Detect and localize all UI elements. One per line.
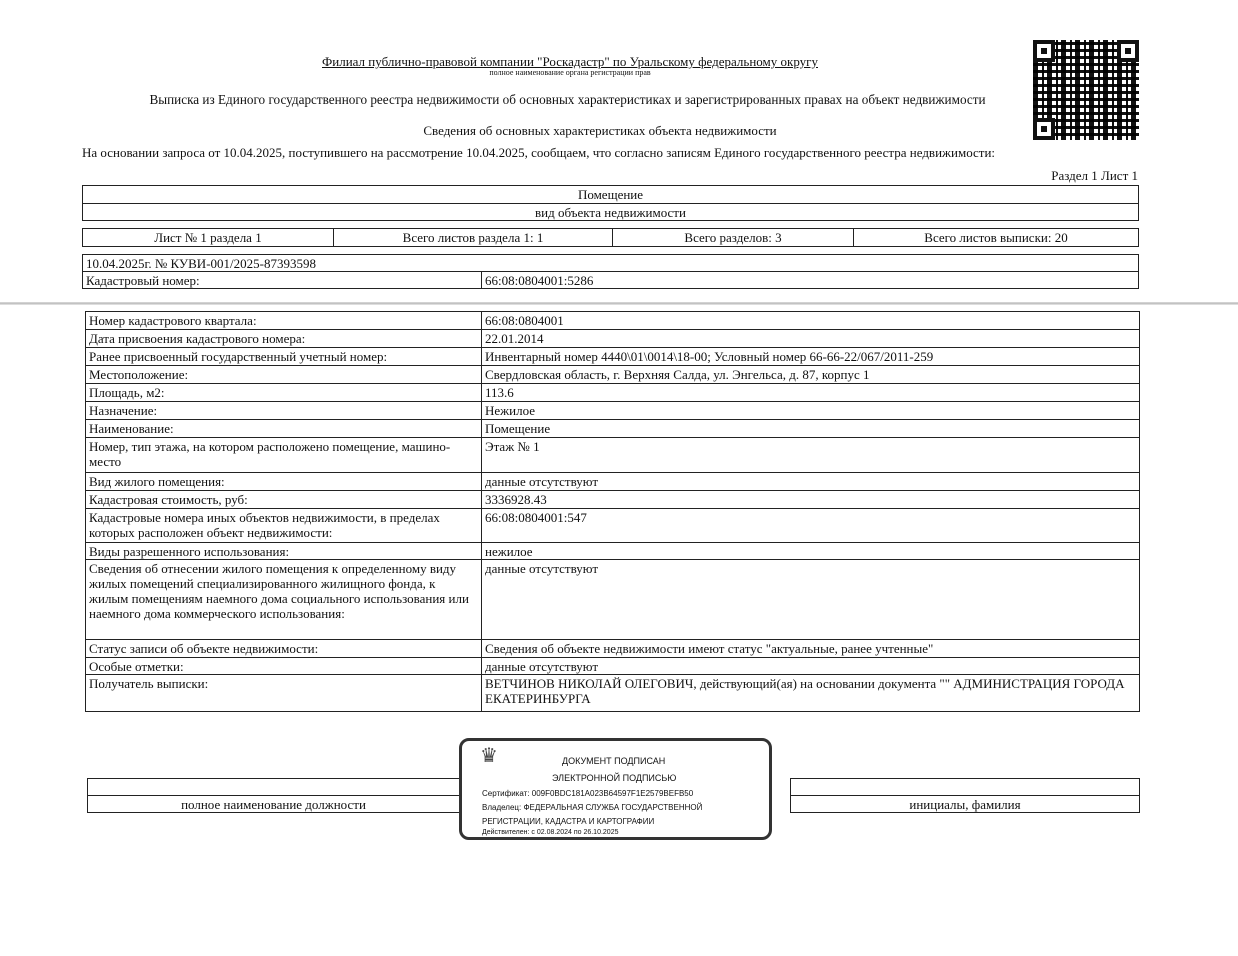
- name-caption: инициалы, фамилия: [790, 795, 1140, 813]
- row-label: Виды разрешенного использования:: [85, 542, 482, 560]
- row-label: Назначение:: [85, 401, 482, 420]
- doc-number: 10.04.2025г. № КУВИ-001/2025-87393598: [82, 254, 1139, 272]
- row-label: Особые отметки:: [85, 657, 482, 675]
- row-label: Кадастровые номера иных объектов недвижимости, в пределах которых расположен объект недвижимости:: [85, 508, 482, 543]
- stamp-owner: Владелец: ФЕДЕРАЛЬНАЯ СЛУЖБА ГОСУДАРСТВЕННОЙ: [482, 803, 703, 812]
- position-caption: полное наименование должности: [87, 795, 460, 813]
- row-value: Инвентарный номер 4440\01\0014\18-00; Условный номер 66-66-22/067/2011-259: [481, 347, 1140, 366]
- intro-text: На основании запроса от 10.04.2025, поступившего на рассмотрение 10.04.2025, сообщаем, что согласно записям Единого государственного реестра недвижимости:: [82, 145, 996, 160]
- row-value: данные отсутствуют: [481, 472, 1140, 491]
- sheet-info: Всего листов выписки: 20: [853, 228, 1139, 247]
- stamp-owner: РЕГИСТРАЦИИ, КАДАСТРА И КАРТОГРАФИИ: [482, 817, 655, 826]
- sheet-info: Всего разделов: 3: [612, 228, 854, 247]
- row-label: Номер кадастрового квартала:: [85, 311, 482, 330]
- coat-of-arms-icon: ♛: [480, 745, 498, 767]
- org-name: Филиал публично-правовой компании "Роскадастр" по Уральскому федеральному округу: [322, 54, 818, 69]
- row-label: Номер, тип этажа, на котором расположено помещение, машино-место: [85, 437, 482, 473]
- stamp-certificate: Сертификат: 009F0BDC181A023B64597F1E2579BEFB50: [482, 789, 694, 798]
- qr-code: [1033, 40, 1139, 140]
- row-value: Нежилое: [481, 401, 1140, 420]
- row-label: Сведения об отнесении жилого помещения к определенному виду жилых помещений специализированного жилищного фонда, к жилым помещениям наемного дома социального использования или наемного дома коммерческого использования:: [85, 559, 482, 640]
- electronic-signature-stamp: [459, 738, 772, 840]
- org-caption: полное наименование органа регистрации прав: [489, 68, 651, 77]
- cadastral-number: 66:08:0804001:5286: [481, 271, 1139, 289]
- stamp-line: ДОКУМЕНТ ПОДПИСАН: [562, 756, 666, 766]
- row-value: 66:08:0804001:547: [481, 508, 1140, 543]
- row-label: Получатель выписки:: [85, 674, 482, 712]
- object-type: Помещение: [82, 185, 1139, 204]
- row-label: Ранее присвоенный государственный учетный номер:: [85, 347, 482, 366]
- row-label: Местоположение:: [85, 365, 482, 384]
- row-value: 113.6: [481, 383, 1140, 402]
- section-sheet: Раздел 1 Лист 1: [1051, 168, 1138, 183]
- row-label: Статус записи об объекте недвижимости:: [85, 639, 482, 658]
- row-value: 3336928.43: [481, 490, 1140, 509]
- row-value: ВЕТЧИНОВ НИКОЛАЙ ОЛЕГОВИЧ, действующий(ая) на основании документа "" АДМИНИСТРАЦИЯ ГОРОДА ЕКАТЕРИНБУРГА: [481, 674, 1140, 712]
- object-type-caption: вид объекта недвижимости: [82, 203, 1139, 221]
- sheet-info: Лист № 1 раздела 1: [82, 228, 334, 247]
- row-label: Площадь, м2:: [85, 383, 482, 402]
- stamp-line: ЭЛЕКТРОННОЙ ПОДПИСЬЮ: [552, 773, 677, 783]
- row-value: Свердловская область, г. Верхняя Салда, ул. Энгельса, д. 87, корпус 1: [481, 365, 1140, 384]
- position-blank: [87, 778, 460, 796]
- cadastral-label: Кадастровый номер:: [82, 271, 482, 289]
- row-label: Вид жилого помещения:: [85, 472, 482, 491]
- doc-subtitle: Сведения об основных характеристиках объекта недвижимости: [423, 123, 777, 138]
- row-label: Наименование:: [85, 419, 482, 438]
- row-value: 66:08:0804001: [481, 311, 1140, 330]
- row-value: нежилое: [481, 542, 1140, 560]
- row-value: данные отсутствуют: [481, 657, 1140, 675]
- row-value: 22.01.2014: [481, 329, 1140, 348]
- row-value: данные отсутствуют: [481, 559, 1140, 640]
- row-label: Кадастровая стоимость, руб:: [85, 490, 482, 509]
- stamp-validity: Действителен: с 02.08.2024 по 26.10.2025: [482, 829, 619, 836]
- sheet-info: Всего листов раздела 1: 1: [333, 228, 613, 247]
- doc-title: Выписка из Единого государственного реестра недвижимости об основных характеристиках и зарегистрированных правах на объект недвижимости: [149, 92, 986, 107]
- row-value: Помещение: [481, 419, 1140, 438]
- row-value: Этаж № 1: [481, 437, 1140, 473]
- row-label: Дата присвоения кадастрового номера:: [85, 329, 482, 348]
- row-value: Сведения об объекте недвижимости имеют статус "актуальные, ранее учтенные": [481, 639, 1140, 658]
- scan-artifact: [0, 302, 1238, 305]
- name-blank: [790, 778, 1140, 796]
